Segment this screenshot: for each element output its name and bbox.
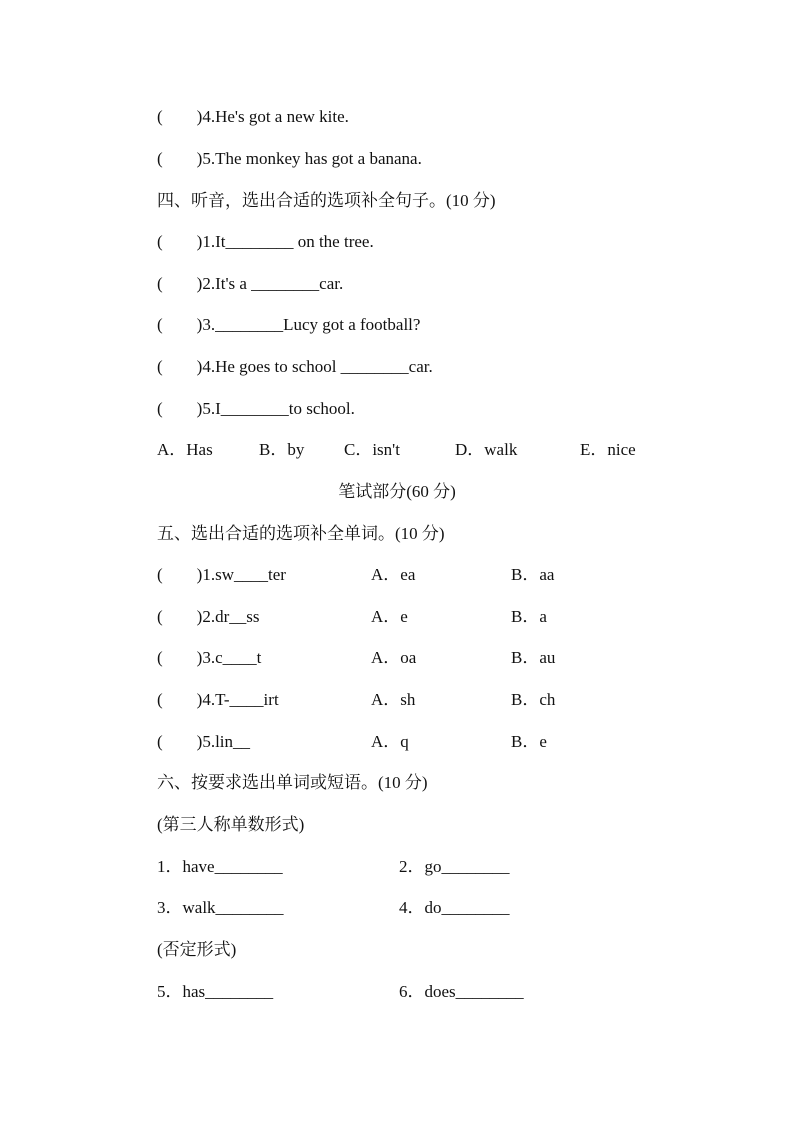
option-b: B．by <box>259 440 305 459</box>
choice-a: A．oa <box>371 648 417 667</box>
question: ( )2.dr__ss <box>157 607 260 626</box>
section6-item-5: 5．has________ <box>157 982 274 1001</box>
choice-b: B．ch <box>511 690 556 709</box>
choice-b: B．aa <box>511 565 555 584</box>
section4-item-1: ( )1.It________ on the tree. <box>157 232 374 251</box>
written-part-title: 笔试部分(60 分) <box>338 482 456 501</box>
section6-item-1: 1．have________ <box>157 857 283 876</box>
choice-a: A．e <box>371 607 408 626</box>
question: ( )5.lin__ <box>157 732 251 751</box>
section6-item-6: 6．does________ <box>399 982 524 1001</box>
question: ( )1.sw____ter <box>157 565 286 584</box>
section6-subheading-third-person: (第三人称单数形式) <box>157 815 305 834</box>
section4-item-2: ( )2.It's a ________car. <box>157 274 344 293</box>
choice-a: A．ea <box>371 565 416 584</box>
choice-a: A．q <box>371 732 409 751</box>
section6-subheading-negative: (否定形式) <box>157 940 237 959</box>
part3-item-5: ( )5.The monkey has got a banana. <box>157 149 422 168</box>
section4-item-4: ( )4.He goes to school ________car. <box>157 357 433 376</box>
section4-item-5: ( )5.I________to school. <box>157 399 355 418</box>
question: ( )4.T-____irt <box>157 690 279 709</box>
section6-heading: 六、按要求选出单词或短语。(10 分) <box>157 773 428 792</box>
choice-b: B．a <box>511 607 547 626</box>
choice-a: A．sh <box>371 690 416 709</box>
option-e: E．nice <box>580 440 636 459</box>
part3-item-4: ( )4.He's got a new kite. <box>157 107 349 126</box>
question: ( )3.c____t <box>157 648 262 667</box>
section6-item-2: 2．go________ <box>399 857 510 876</box>
option-c: C．isn't <box>344 440 400 459</box>
choice-b: B．au <box>511 648 556 667</box>
option-d: D．walk <box>455 440 518 459</box>
section6-item-3: 3．walk________ <box>157 898 284 917</box>
section5-heading: 五、选出合适的选项补全单词。(10 分) <box>157 524 445 543</box>
section4-item-3: ( )3.________Lucy got a football? <box>157 315 421 334</box>
section4-heading: 四、听音，选出合适的选项补全句子。(10 分) <box>157 191 496 210</box>
option-a: A．Has <box>157 440 213 459</box>
section6-item-4: 4．do________ <box>399 898 510 917</box>
choice-b: B．e <box>511 732 547 751</box>
